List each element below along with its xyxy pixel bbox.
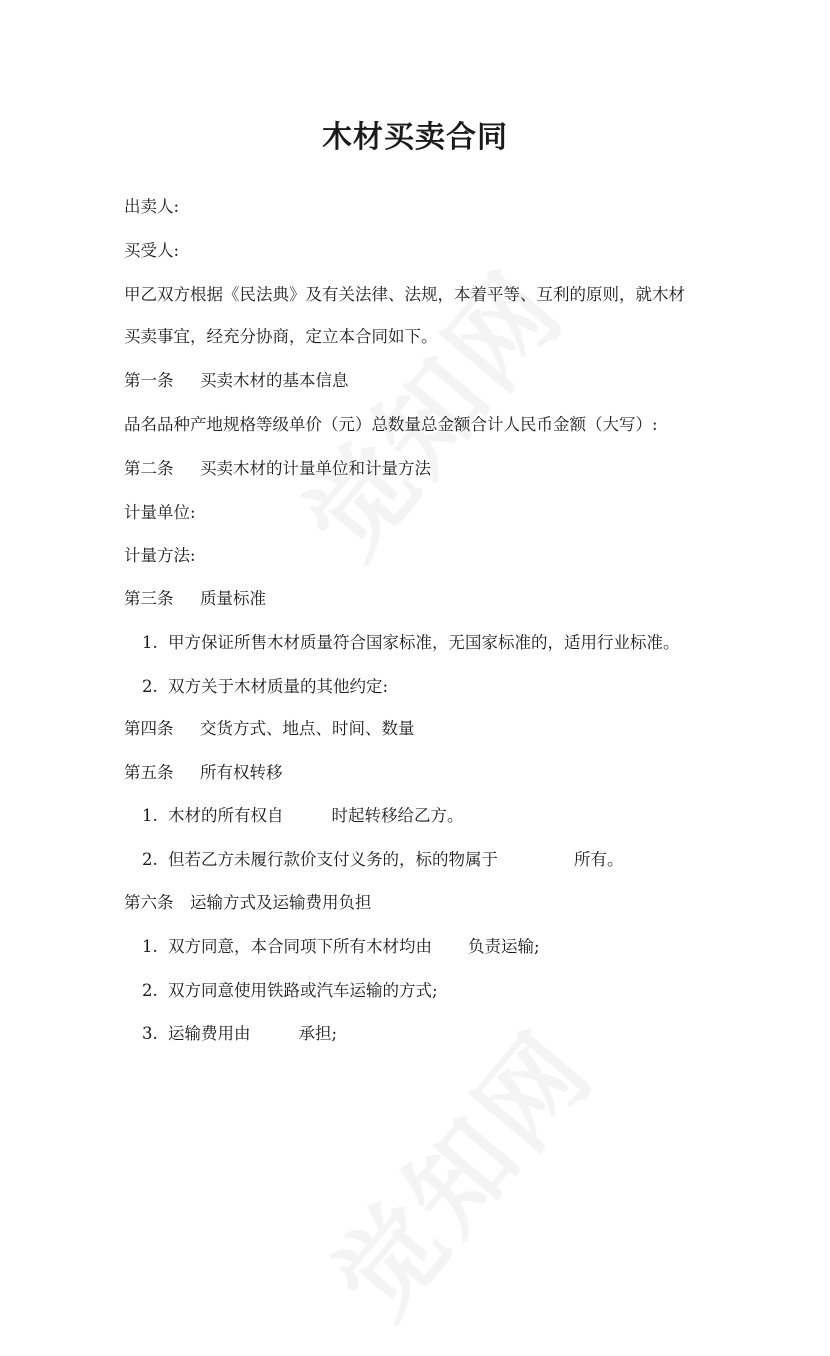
article-3-item-2: 2. 双方关于木材质量的其他约定: [142,677,389,696]
article-5-title: 所有权转移 [200,763,283,782]
article-2-method: 计量方法: [124,546,196,565]
article-6-number: 第六条 [124,893,174,912]
article-4 [124,718,415,740]
article-6-item-1: 1. 双方同意，本合同项下所有木材均由 负责运输; [142,937,540,956]
article-3-number: 第三条 [124,589,174,608]
article-4-number: 第四条 [124,719,174,738]
article-6-title: 运输方式及运输费用负担 [190,893,372,912]
article-5 [124,762,283,784]
article-6-item-3: 3. 运输费用由 承担; [142,1024,338,1043]
article-4-title: 交货方式、地点、时间、数量 [200,719,415,738]
article-3-item-1: 1. 甲方保证所售木材质量符合国家标准，无国家标准的，适用行业标准。 [142,633,680,652]
watermark-bottom [294,994,636,1356]
article-2-number: 第二条 [124,459,174,478]
article-6 [124,892,372,914]
article-2-title: 买卖木材的计量单位和计量方法 [200,459,431,478]
article-5-item-2: 2. 但若乙方未履行款价支付义务的，标的物属于 所有。 [142,850,624,869]
article-3 [124,588,266,610]
article-1 [124,370,349,392]
article-3-title: 质量标准 [200,589,266,608]
preamble-line-1: 甲乙双方根据《民法典》及有关法律、法规，本着平等、互利的原则，就木材 [124,285,685,304]
preamble-line-2: 买卖事宜，经充分协商，定立本合同如下。 [124,327,438,346]
seller-line: 出卖人: [124,197,180,216]
article-5-number: 第五条 [124,763,174,782]
article-1-title: 买卖木材的基本信息 [200,371,349,390]
article-2-unit: 计量单位: [124,503,196,522]
article-1-fields: 品名品种产地规格等级单价（元）总数量总金额合计人民币金额（大写）: [124,415,658,434]
document-title: 木材买卖合同 [322,120,508,155]
article-1-number: 第一条 [124,371,174,390]
article-5-item-1: 1. 木材的所有权自 时起转移给乙方。 [142,806,464,825]
buyer-line: 买受人: [124,241,180,260]
article-6-item-2: 2. 双方同意使用铁路或汽车运输的方式; [142,981,438,1000]
article-2 [124,458,431,480]
